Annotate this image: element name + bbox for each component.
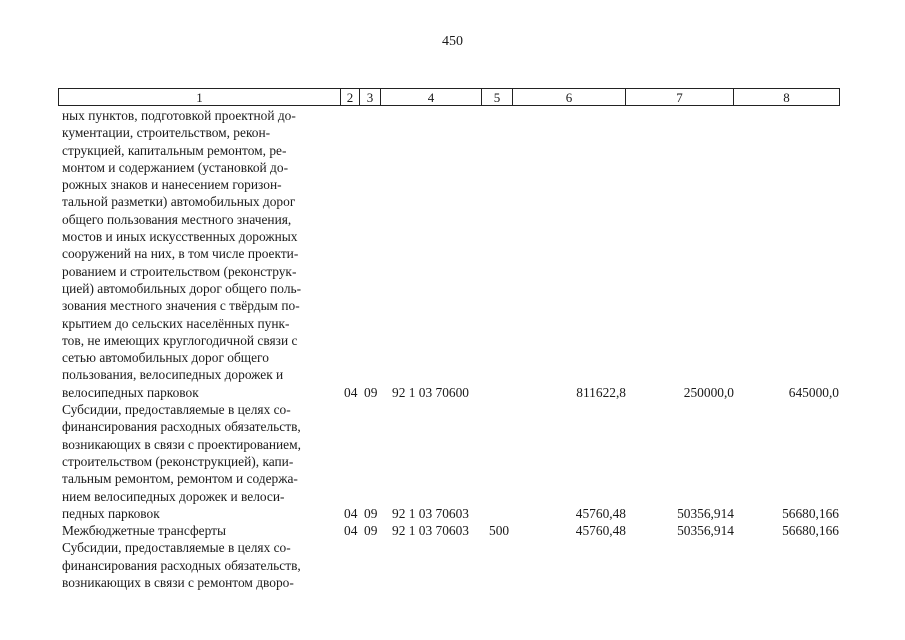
row-description — [62, 539, 334, 591]
text-line: струкцией, капитальным ремонтом, ре- — [62, 142, 287, 158]
amount-col-6: 45760,48 — [575, 505, 626, 521]
text-line: финансирования расходных обязательств, — [62, 419, 301, 435]
text-line: сооружений на них, в том числе проекти- — [62, 246, 299, 262]
text-line: сетью автомобильных дорог общего — [62, 350, 269, 366]
table-row — [0, 401, 905, 522]
col-3-header: 3 — [360, 89, 381, 106]
row-values — [0, 384, 905, 401]
amount-col-8: 645000,0 — [788, 384, 839, 400]
column-number-row — [59, 89, 840, 106]
subsection-code: 09 — [364, 505, 378, 521]
section-code: 04 — [344, 523, 358, 539]
text-line: тальным ремонтом, ремонтом и содержа- — [62, 471, 298, 487]
text-line: возникающих в связи с ремонтом дворо- — [62, 575, 294, 591]
text-line: строительством (реконструкцией), капи- — [62, 453, 294, 469]
amount-col-7: 50356,914 — [677, 523, 734, 539]
table-row — [0, 539, 905, 591]
table-body — [0, 107, 905, 591]
amount-col-8: 56680,166 — [782, 505, 839, 521]
table-row — [0, 107, 905, 401]
text-line: рованием и строительством (реконструк- — [62, 263, 297, 279]
text-line: цией) автомобильных дорог общего поль- — [62, 280, 302, 296]
amount-col-6: 45760,48 — [575, 523, 626, 539]
subsection-code: 09 — [364, 523, 378, 539]
text-line: велосипедных парковок — [62, 384, 199, 400]
section-code: 04 — [344, 505, 358, 521]
text-line: крытием до сельских населённых пунк- — [62, 315, 290, 331]
page-number: 450 — [442, 34, 463, 49]
row-description — [62, 107, 334, 401]
text-line: мостов и иных искусственных дорожных — [62, 229, 298, 245]
col-4-header: 4 — [381, 89, 482, 106]
text-line: зования местного значения с твёрдым по- — [62, 298, 300, 314]
text-line: тальной разметки) автомобильных дорог — [62, 194, 296, 210]
text-line: общего пользования местного значения, — [62, 211, 292, 227]
text-line: возникающих в связи с проектированием, — [62, 436, 301, 452]
table-row — [0, 522, 905, 539]
text-line: нием велосипедных дорожек и велоси- — [62, 488, 285, 504]
table-column-header — [58, 88, 840, 106]
text-line: кументации, строительством, рекон- — [62, 125, 271, 141]
text-line: пользования, велосипедных дорожек и — [62, 367, 284, 383]
target-article-code: 92 1 03 70603 — [392, 523, 469, 539]
col-7-header: 7 — [626, 89, 734, 106]
text-line: финансирования расходных обязательств, — [62, 557, 301, 573]
row-values — [0, 505, 905, 522]
col-1-header: 1 — [59, 89, 341, 106]
amount-col-8: 56680,166 — [782, 523, 839, 539]
target-article-code: 92 1 03 70600 — [392, 384, 469, 400]
amount-col-7: 50356,914 — [677, 505, 734, 521]
row-values — [0, 522, 905, 539]
text-line: тов, не имеющих круглогодичной связи с — [62, 332, 298, 348]
text-line: рожных знаков и нанесением горизон- — [62, 177, 282, 193]
col-5-header: 5 — [482, 89, 513, 106]
text-line: монтом и содержанием (установкой до- — [62, 159, 289, 175]
text-line: Субсидии, предоставляемые в целях со- — [62, 540, 291, 556]
amount-col-7: 250000,0 — [683, 384, 734, 400]
text-line: Субсидии, предоставляемые в целях со- — [62, 402, 291, 418]
col-6-header: 6 — [513, 89, 626, 106]
section-code: 04 — [344, 384, 358, 400]
expense-type-code: 500 — [489, 523, 510, 539]
col-8-header: 8 — [734, 89, 840, 106]
col-2-header: 2 — [341, 89, 360, 106]
text-line: педных парковок — [62, 505, 160, 521]
text-line: ных пунктов, подготовкой проектной до- — [62, 108, 296, 123]
target-article-code: 92 1 03 70603 — [392, 505, 469, 521]
subsection-code: 09 — [364, 384, 378, 400]
text-line: Межбюджетные трансферты — [62, 523, 226, 539]
amount-col-6: 811622,8 — [576, 384, 626, 400]
